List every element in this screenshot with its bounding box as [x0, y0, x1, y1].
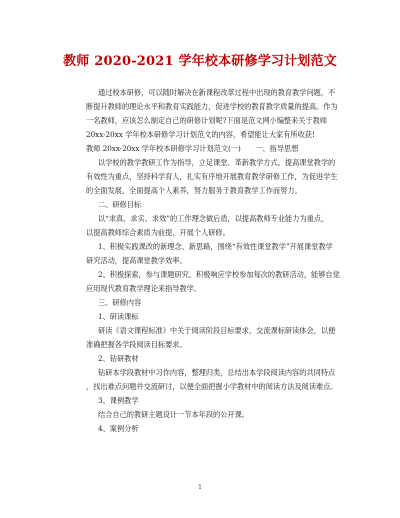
body-line: 准确把握各学段阅读目标要求。	[86, 340, 187, 349]
body-line: 2、积极探索，参与课题研究，积极响应学校参加每次的教研活动，能够自觉	[98, 270, 340, 279]
body-line: 4、案例分析	[98, 424, 139, 433]
body-line: 3、课例教学	[98, 396, 139, 405]
body-line: 应用现代教育教学理论来指导教学。	[86, 284, 202, 293]
body-line: 断提升教师的理论水平和教育实践能力，促进学校的教育教学质量的提高。作为	[86, 102, 338, 111]
body-line: 二、研修目标	[98, 200, 142, 209]
body-line: 研读《语文课程标准》中关于阅读阶段目标要求，交流课标研读体会，以便	[98, 326, 336, 335]
body-line: 通过校本研修，可以随时解决在新课程改革过程中出现的教育教学问题，不	[98, 88, 336, 97]
body-line: 钻研本学段教材中习作内容，整理归类，总结出本学段阅读内容的共同特点	[98, 368, 336, 377]
body-line: 以学校的教学教研工作为指导，立足课堂、革新教学方式，提高课堂教学的	[98, 158, 336, 167]
document-title: 教师 2020-2021 学年校本研修学习计划范文	[63, 54, 337, 69]
body-line: 1、研读课标	[98, 312, 139, 321]
body-line: 20xx-20xx 学年校本研修学习计划范文的内容，希望能让大家有所收获!	[86, 130, 315, 139]
body-line: 1、积极实践课改的新理念、新思路，围绕“有效性课堂教学”开展课堂教学	[98, 242, 333, 251]
body-line: 以提高教师综合素质为前提，开展个人研修。	[86, 228, 230, 237]
body-line: 的全面发展，全面提高个人素养，努力服务于教育教学工作而努力。	[86, 186, 302, 195]
body-line: 以“求真、求实、求效”的工作理念做后盾，以提高教师专业能力为重点，	[98, 214, 329, 223]
body-line: 研究活动，提高课堂教学效率。	[86, 256, 187, 265]
body-line: 有效性为重点，坚持科学育人，扎实有序地开展教育教学研修工作，为促进学生	[86, 172, 338, 181]
body-line: 三、研修内容	[98, 298, 142, 307]
body-line: 2、钻研教材	[98, 354, 139, 363]
page-number: 1	[198, 484, 202, 491]
body-line: 一名教师，应该怎么制定自己的研修计划呢?下面是范文网小编整来关于教师	[86, 116, 328, 125]
body-line: ，找出难点问题并交流研讨，以便全面把握小学教材中的阅读方法及阅读难点。	[86, 382, 338, 391]
body-line: 结合自己的教研主题设计一节本年段的公开课。	[98, 410, 249, 419]
body-line: 教师 20xx-20xx 学年校本研修学习计划范文(一) 一、指导思想	[86, 144, 299, 153]
